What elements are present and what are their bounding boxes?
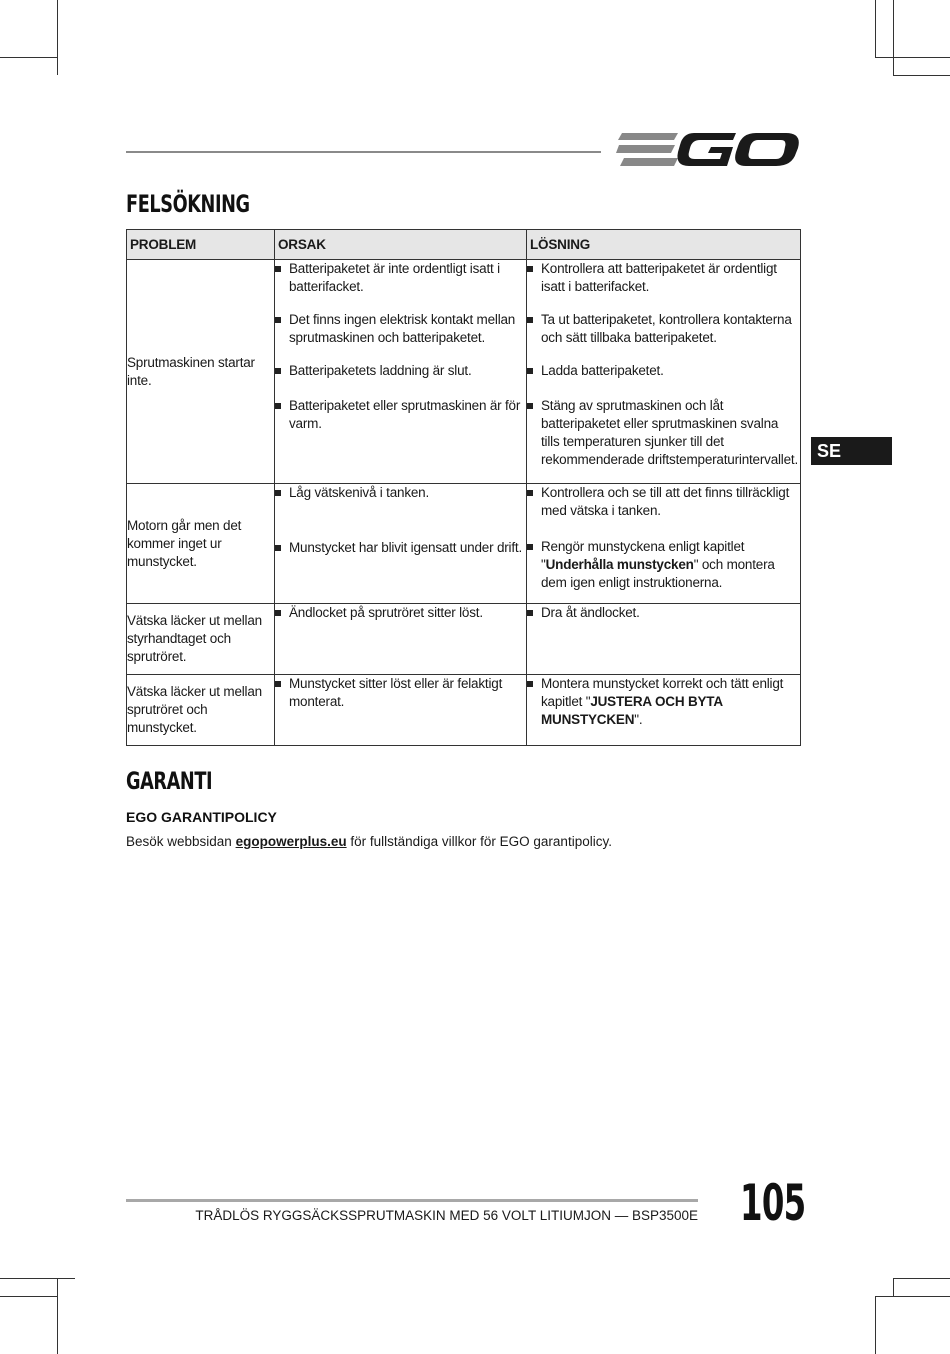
solution-cell bbox=[527, 484, 801, 604]
solution-item: Kontrollera att batteripaketet är ordentligt isatt i batterifacket. bbox=[527, 260, 800, 296]
header-rule bbox=[126, 151, 601, 153]
cause-cell bbox=[275, 604, 527, 675]
warranty-subtitle: EGO GARANTIPOLICY bbox=[126, 809, 277, 825]
cause-item: Ändlocket på sprutröret sitter löst. bbox=[275, 604, 526, 622]
crop-mark bbox=[57, 0, 58, 75]
header-problem: PROBLEM bbox=[127, 230, 275, 260]
crop-mark bbox=[893, 1278, 894, 1296]
language-tab: SE bbox=[811, 437, 892, 465]
solution-text: Rengör munstyckena enligt kapitlet " bbox=[541, 539, 745, 572]
warranty-title: GARANTI bbox=[126, 767, 213, 795]
warranty-text-before: Besök webbsidan bbox=[126, 834, 236, 849]
footer-product-title: TRÅDLÖS RYGGSÄCKSSPRUTMASKIN MED 56 VOLT LITIUMJON — BSP3500E bbox=[195, 1208, 698, 1223]
page-number: 105 bbox=[740, 1174, 806, 1232]
solution-text: " och montera dem igen enligt instruktionerna. bbox=[541, 557, 775, 590]
ego-logo bbox=[616, 128, 800, 172]
cause-cell bbox=[275, 260, 527, 484]
table-row bbox=[127, 675, 801, 746]
crop-mark bbox=[0, 57, 57, 58]
solution-text: Montera munstycket korrekt och tätt enligt kapitlet " bbox=[541, 676, 784, 709]
cause-item: Låg vätskenivå i tanken. bbox=[275, 484, 526, 502]
solution-text: ". bbox=[634, 712, 643, 727]
troubleshooting-table bbox=[126, 229, 801, 746]
crop-mark bbox=[893, 75, 950, 76]
header-solution: LÖSNING bbox=[527, 230, 801, 260]
solution-item: Kontrollera och se till att det finns tillräckligt med vätska i tanken. bbox=[527, 484, 800, 520]
problem-cell: Motorn går men det kommer inget ur munstycket. bbox=[127, 484, 275, 604]
solution-item: Ta ut batteripaketet, kontrollera kontakterna och sätt tillbaka batteripaketet. bbox=[527, 311, 800, 347]
table-row bbox=[127, 260, 801, 484]
problem-cell: Sprutmaskinen startar inte. bbox=[127, 260, 275, 484]
table-row bbox=[127, 604, 801, 675]
solution-item: Stäng av sprutmaskinen och låt batteripaketet eller sprutmaskinen svalna tills temperaturen sjunker till det rekommenderade driftstemperaturintervallet. bbox=[527, 397, 800, 469]
cause-item: Munstycket sitter löst eller är felaktigt monterat. bbox=[275, 675, 526, 711]
solution-cell bbox=[527, 675, 801, 746]
crop-mark bbox=[875, 1296, 950, 1297]
solution-item bbox=[527, 538, 800, 592]
header-cause: ORSAK bbox=[275, 230, 527, 260]
solution-item bbox=[527, 675, 800, 729]
cause-item: Munstycket har blivit igensatt under drift. bbox=[275, 539, 526, 557]
warranty-text bbox=[126, 834, 612, 849]
footer-rule bbox=[126, 1199, 698, 1202]
cause-cell bbox=[275, 484, 527, 604]
table-row bbox=[127, 484, 801, 604]
table-header-row bbox=[127, 230, 801, 260]
cause-item: Batteripaketet eller sprutmaskinen är för varm. bbox=[275, 397, 526, 433]
crop-mark bbox=[875, 0, 876, 57]
problem-cell: Vätska läcker ut mellan styrhandtaget och sprutröret. bbox=[127, 604, 275, 675]
cause-item: Batteripaketets laddning är slut. bbox=[275, 362, 526, 380]
warranty-text-after: för fullständiga villkor för EGO garantipolicy. bbox=[346, 834, 612, 849]
cause-item: Det finns ingen elektrisk kontakt mellan sprutmaskinen och batteripaketet. bbox=[275, 311, 526, 347]
chapter-reference: Underhålla munstycken bbox=[545, 557, 694, 572]
crop-mark bbox=[57, 1278, 58, 1354]
troubleshooting-title: FELSÖKNING bbox=[126, 190, 250, 218]
solution-item: Dra åt ändlocket. bbox=[527, 604, 800, 622]
warranty-link[interactable]: egopowerplus.eu bbox=[235, 834, 347, 849]
solution-item: Ladda batteripaketet. bbox=[527, 362, 800, 380]
crop-mark bbox=[875, 1296, 876, 1354]
crop-mark bbox=[893, 1278, 950, 1279]
chapter-reference: JUSTERA OCH BYTA MUNSTYCKEN bbox=[541, 694, 723, 727]
solution-cell bbox=[527, 604, 801, 675]
cause-item: Batteripaketet är inte ordentligt isatt i batterifacket. bbox=[275, 260, 526, 296]
solution-cell bbox=[527, 260, 801, 484]
crop-mark bbox=[0, 1278, 75, 1279]
problem-cell: Vätska läcker ut mellan sprutröret och munstycket. bbox=[127, 675, 275, 746]
crop-mark bbox=[875, 57, 950, 58]
cause-cell bbox=[275, 675, 527, 746]
crop-mark bbox=[893, 0, 894, 75]
crop-mark bbox=[0, 1296, 57, 1297]
